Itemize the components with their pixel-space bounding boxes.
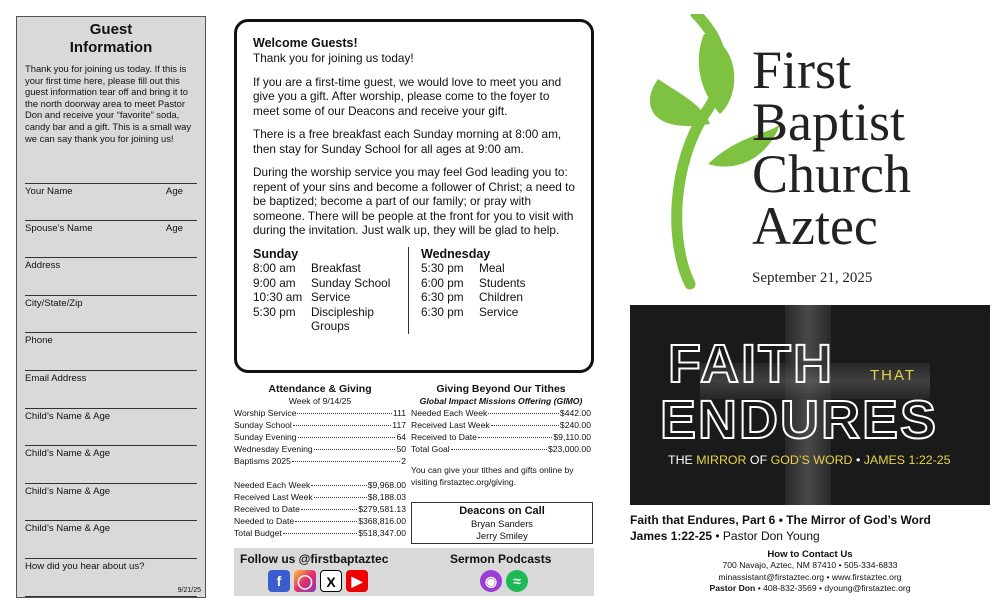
leader-dots bbox=[478, 437, 552, 438]
stat-label: Worship Service bbox=[234, 408, 297, 418]
stat-row bbox=[234, 503, 406, 515]
facebook-icon[interactable]: f bbox=[268, 570, 290, 592]
stat-row bbox=[234, 419, 406, 431]
field-label-age: Age bbox=[165, 222, 183, 234]
stat-value: $518,347.00 bbox=[358, 528, 406, 538]
schedule-event: Breakfast bbox=[311, 261, 361, 275]
contact-pastor: Pastor Don • 408-832-3569 • dyoung@firstaztec.org bbox=[709, 582, 911, 593]
guest-field[interactable] bbox=[25, 484, 197, 522]
guest-field[interactable] bbox=[25, 258, 197, 296]
welcome-breakfast: There is a free breakfast each Sunday morning at 8:00 am, then stay for Sunday School for all ages at 9:00 am. bbox=[253, 127, 562, 156]
leader-dots bbox=[293, 425, 391, 426]
schedule-event: Discipleship Groups bbox=[311, 304, 374, 333]
church-name: First Baptist Church Aztec bbox=[752, 40, 911, 256]
guest-title: Guest Information bbox=[69, 21, 153, 56]
sermon-reference: James 1:22-25 • Pastor Don Young bbox=[630, 529, 820, 543]
stat-value: $8,188.03 bbox=[367, 492, 406, 502]
attendance-giving bbox=[234, 383, 406, 539]
stat-label: Sunday School bbox=[234, 420, 292, 430]
date-code: 9/21/25 bbox=[177, 587, 201, 594]
schedule-event: Service bbox=[311, 290, 351, 304]
follow-label: Follow us @firstbaptaztec bbox=[240, 552, 389, 566]
banner-word-endures: ENDURES bbox=[660, 390, 939, 450]
banner-word-faith: FAITH bbox=[668, 334, 834, 394]
leader-dots bbox=[488, 413, 559, 414]
stat-label: Received Last Week bbox=[234, 492, 313, 502]
field-label: Child’s Name & Age bbox=[25, 523, 111, 535]
schedule-time: 8:00 am bbox=[253, 261, 296, 275]
field-label: Email Address bbox=[25, 373, 87, 384]
stat-value: 117 bbox=[392, 420, 406, 430]
x-icon[interactable]: X bbox=[320, 570, 342, 592]
stat-row bbox=[411, 443, 591, 455]
schedule-event: Sunday School bbox=[311, 275, 391, 290]
guest-field[interactable] bbox=[25, 559, 197, 597]
leader-dots bbox=[292, 461, 400, 462]
stat-row bbox=[234, 479, 406, 491]
online-giving-note: You can give your tithes and gifts online by visiting firstaztec.org/giving. bbox=[411, 465, 574, 487]
schedule-time: 6:30 pm bbox=[421, 290, 464, 304]
stat-row bbox=[234, 407, 406, 419]
stat-value: 111 bbox=[392, 408, 406, 418]
schedule-row bbox=[421, 261, 569, 276]
guest-field[interactable] bbox=[25, 371, 197, 409]
stat-label: Received Last Week bbox=[411, 420, 490, 430]
leader-dots bbox=[295, 521, 357, 522]
stat-row bbox=[234, 491, 406, 503]
stat-value: $9,110.00 bbox=[553, 432, 591, 442]
contact-title: How to Contact Us bbox=[767, 549, 853, 560]
schedule-time: 6:30 pm bbox=[421, 304, 464, 319]
leader-dots bbox=[314, 449, 396, 450]
stat-label: Needed to Date bbox=[234, 516, 295, 526]
field-label: Address bbox=[25, 260, 61, 272]
schedule-row bbox=[421, 290, 569, 305]
apple-podcasts-icon[interactable]: ◉ bbox=[480, 570, 502, 592]
guest-field[interactable] bbox=[25, 296, 197, 334]
stat-label: Needed Each Week bbox=[411, 408, 488, 418]
stat-row bbox=[411, 431, 591, 443]
youtube-icon[interactable]: ▶ bbox=[346, 570, 368, 592]
schedule-row bbox=[253, 261, 414, 276]
deacon-name: Jerry Smiley bbox=[476, 529, 528, 541]
stat-label: Baptisms 2025 bbox=[234, 456, 291, 466]
schedule-row bbox=[421, 305, 569, 320]
sunday-schedule bbox=[253, 247, 414, 334]
gbt-title: Giving Beyond Our Tithes bbox=[436, 383, 566, 395]
leader-dots bbox=[491, 425, 559, 426]
guest-field[interactable] bbox=[25, 446, 197, 484]
stat-label: Received to Date bbox=[411, 432, 477, 442]
stat-row bbox=[411, 419, 591, 431]
field-label: City/State/Zip bbox=[25, 297, 83, 309]
attendance-title: Attendance & Giving bbox=[268, 383, 372, 395]
contact-info bbox=[630, 549, 990, 594]
gbt-subtitle: Global Impact Missions Offering (GIMO) bbox=[419, 396, 583, 406]
field-label-age: Age bbox=[165, 186, 183, 197]
stat-row bbox=[234, 527, 406, 539]
guest-intro: Thank you for joining us today. If this is your first time here, please fill out this guest information tear off and bring it to the north doorway area to meet Pastor Don and receive your “favorite” soda, candy bar and a gift. This is a small way we can say thank you for joining us! bbox=[25, 63, 192, 144]
stat-value: $279,581.13 bbox=[358, 504, 406, 514]
wednesday-schedule bbox=[408, 247, 569, 334]
stat-row bbox=[234, 515, 406, 527]
schedule-event: Meal bbox=[479, 261, 505, 275]
sunday-heading: Sunday bbox=[253, 246, 299, 261]
schedule bbox=[253, 247, 575, 334]
contact-address: 700 Navajo, Aztec, NM 87410 • 505-334-6833 bbox=[722, 560, 898, 571]
schedule-row bbox=[253, 276, 414, 291]
banner-subtitle: THE MIRROR OF GOD’S WORD • JAMES 1:22-25 bbox=[668, 453, 951, 467]
stat-value: $240.00 bbox=[559, 420, 591, 430]
guest-field[interactable] bbox=[25, 521, 197, 559]
guest-field[interactable] bbox=[25, 183, 197, 221]
schedule-event: Service bbox=[479, 304, 519, 319]
leader-dots bbox=[451, 449, 547, 450]
stat-value: 64 bbox=[396, 432, 406, 442]
banner-word-that: THAT bbox=[870, 367, 917, 384]
stat-value: $23,000.00 bbox=[547, 444, 591, 454]
stat-label: Needed Each Week bbox=[234, 480, 311, 490]
leader-dots bbox=[297, 413, 392, 414]
field-label: Child’s Name & Age bbox=[25, 485, 111, 497]
field-label: Your Name bbox=[25, 186, 73, 197]
attendance-week: Week of 9/14/25 bbox=[288, 396, 352, 406]
leader-dots bbox=[298, 437, 396, 438]
stat-row bbox=[234, 455, 406, 467]
leader-dots bbox=[301, 509, 357, 510]
field-label: Child’s Name & Age bbox=[25, 410, 111, 422]
leader-dots bbox=[283, 533, 357, 534]
schedule-event: Children bbox=[479, 290, 523, 304]
guest-information-card bbox=[16, 16, 206, 598]
sermon-info bbox=[630, 512, 990, 544]
schedule-time: 6:00 pm bbox=[421, 275, 464, 290]
stat-label: Total Goal bbox=[411, 444, 450, 454]
bulletin-date: September 21, 2025 bbox=[752, 270, 873, 286]
spotify-icon[interactable]: ≈ bbox=[506, 570, 528, 592]
guest-field[interactable] bbox=[25, 221, 197, 259]
deacon-name: Bryan Sanders bbox=[470, 518, 533, 529]
stat-value: $368,816.00 bbox=[358, 516, 406, 526]
stat-row bbox=[411, 407, 591, 419]
podcasts-label: Sermon Podcasts bbox=[450, 552, 552, 566]
schedule-time: 9:00 am bbox=[253, 275, 296, 290]
stat-label: Sunday Evening bbox=[234, 432, 297, 442]
sermon-title: Faith that Endures, Part 6 • The Mirror of God’s Word bbox=[630, 513, 931, 527]
sermon-series-banner bbox=[630, 305, 990, 505]
stat-value: 2 bbox=[401, 456, 406, 466]
instagram-icon[interactable]: ◯ bbox=[294, 570, 316, 592]
stat-row bbox=[234, 431, 406, 443]
guest-field[interactable] bbox=[25, 333, 197, 371]
welcome-invitation: During the worship service you may feel God leading you to: repent of your sins and become a follower of Christ; a need to be baptized; become a part of our family; or pray with someone. There will be people at the front for you to visit with during the invitation. Just walk up, they will be glad to help. bbox=[253, 165, 575, 237]
schedule-row bbox=[421, 276, 569, 291]
schedule-time: 10:30 am bbox=[253, 290, 303, 304]
welcome-title: Welcome Guests! bbox=[253, 36, 358, 50]
stat-label: Total Budget bbox=[234, 528, 282, 538]
deacons-title: Deacons on Call bbox=[459, 505, 545, 517]
welcome-gift: If you are a first-time guest, we would love to meet you and give you a gift. After worship, please come to the foyer to meet some of our Deacons and receive your gift. bbox=[253, 74, 562, 118]
schedule-event: Students bbox=[479, 275, 526, 290]
guest-field[interactable] bbox=[25, 409, 197, 447]
schedule-row bbox=[253, 290, 414, 305]
schedule-time: 5:30 pm bbox=[421, 261, 464, 275]
leader-dots bbox=[311, 485, 366, 486]
stat-value: $442.00 bbox=[559, 408, 591, 418]
social-bar bbox=[234, 548, 594, 596]
leader-dots bbox=[314, 497, 367, 498]
stat-value: $9,968.00 bbox=[367, 480, 406, 490]
stat-value: 50 bbox=[396, 444, 406, 454]
field-label: Child’s Name & Age bbox=[25, 448, 111, 460]
field-label: Spouse’s Name bbox=[25, 222, 93, 234]
giving-beyond-tithes bbox=[411, 383, 591, 488]
contact-email: minassistant@firstaztec.org • www.firstaztec.org bbox=[718, 571, 902, 582]
stat-row bbox=[234, 443, 406, 455]
schedule-time: 5:30 pm bbox=[253, 304, 296, 319]
schedule-row bbox=[253, 305, 414, 334]
welcome-thanks: Thank you for joining us today! bbox=[253, 51, 414, 65]
stat-label: Received to Date bbox=[234, 504, 300, 514]
deacons-on-call bbox=[411, 502, 593, 544]
field-label: How did you hear about us? bbox=[25, 561, 145, 572]
welcome-box bbox=[234, 19, 594, 373]
field-label: Phone bbox=[25, 335, 53, 347]
stat-label: Wednesday Evening bbox=[234, 444, 313, 454]
wednesday-heading: Wednesday bbox=[421, 246, 491, 261]
